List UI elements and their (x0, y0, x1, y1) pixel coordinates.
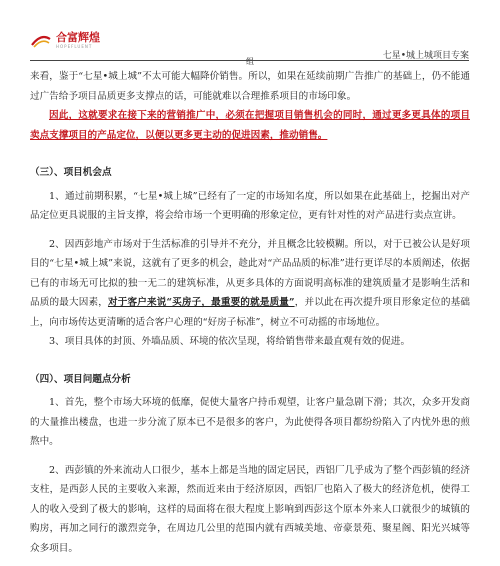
logo-text: 合富辉煌 (56, 31, 100, 44)
document-body (30, 67, 470, 558)
page-header (0, 0, 500, 66)
section-heading: （三）、项目机会点 (30, 167, 112, 178)
header-divider (30, 60, 469, 61)
paragraph (30, 235, 470, 333)
group-label: 组 (246, 57, 254, 66)
paragraph: 1、通过前期积累，“七星•城上城”已经有了一定的市场知名度，所以如果在此基础上，挖掘出对产品定位更具说服的主旨支撑，将会给市场一个更明确的形象定位，更有针对性的对产品进行卖点宣讲。 (30, 190, 470, 221)
paragraph: 1、首先，整个市场大环境的低靡，促使大量客户持币观望，让客户量急剧下滑；其次，众多开发商的大量推出楼盘，也进一步分流了原本已不是很多的客户，为此使得各项目都纷纷陷入了内忧外患的煎熬中。 (30, 397, 470, 447)
paragraph: 3、项目具体的封顶、外墙品质、环境的依次呈现，将给销售带来最直观有效的促进。 (49, 336, 411, 347)
document-title: 七星•城上城项目专案 (382, 51, 469, 61)
paragraph: 2、西彭镇的外来流动人口很少，基本上都是当地的固定居民，西铝厂几乎成为了整个西彭镇的经济支柱，是西彭人民的主要收入来源，然而近来由于经济原因，西铝厂也陷入了极大的经济危机，使得工人的收入受到了极大的影响，这样的局面将在很大程度上影响到西彭这个原本外来人口就很少的城镇的购房，再加之同行的激烈竞争，在周边几公里的范围内就有西城美地、帝豪景苑、聚星阁、阳光兴城等众多项目。 (30, 464, 470, 554)
paragraph-text: 2、因西彭地产市场对于生活标准的引导并不充分，并且概念比较模糊。所以，对于已被公认是好项目的“七星•城上城”来说，这就有了更多的机会，趁此对“产品品质的标准”进行更详尽的本质阐述，依据已有的市场无可比拟的独一无二的建筑标准，从更多具体的方面说明高标准的建筑质量才是影响生活和品质的最大因素， (30, 238, 470, 308)
highlighted-paragraph: 因此，这就要求在接下来的营销推广中，必须在把握项目销售机会的同时，通过更多更具体的项目卖点支撑项目的产品定位，以便以更多更主动的促进因素，推动销售。 (30, 110, 470, 141)
emphasized-text: 对于客户来说“买房子，最重要的就是质量” (107, 297, 295, 308)
logo-subtext: HOPEFLUENT (56, 44, 93, 49)
paragraph-text: ，并以此在再次提升项目形象定位的基础上，向市场传达更清晰的适合客户心理的“好房子标准”，树立不可动摇的市场地位。 (30, 297, 470, 328)
paragraph: 来看，鉴于“七星•城上城”不太可能大幅降价销售。所以，如果在延续前期广告推广的基础上，仍不能通过广告给予项目品质更多支撑点的话，可能就难以合理推系项目的市场印象。 (30, 71, 470, 102)
logo-mark-icon (30, 33, 52, 49)
section-heading: （四）、项目问题点分析 (30, 373, 131, 385)
company-logo (30, 32, 100, 49)
